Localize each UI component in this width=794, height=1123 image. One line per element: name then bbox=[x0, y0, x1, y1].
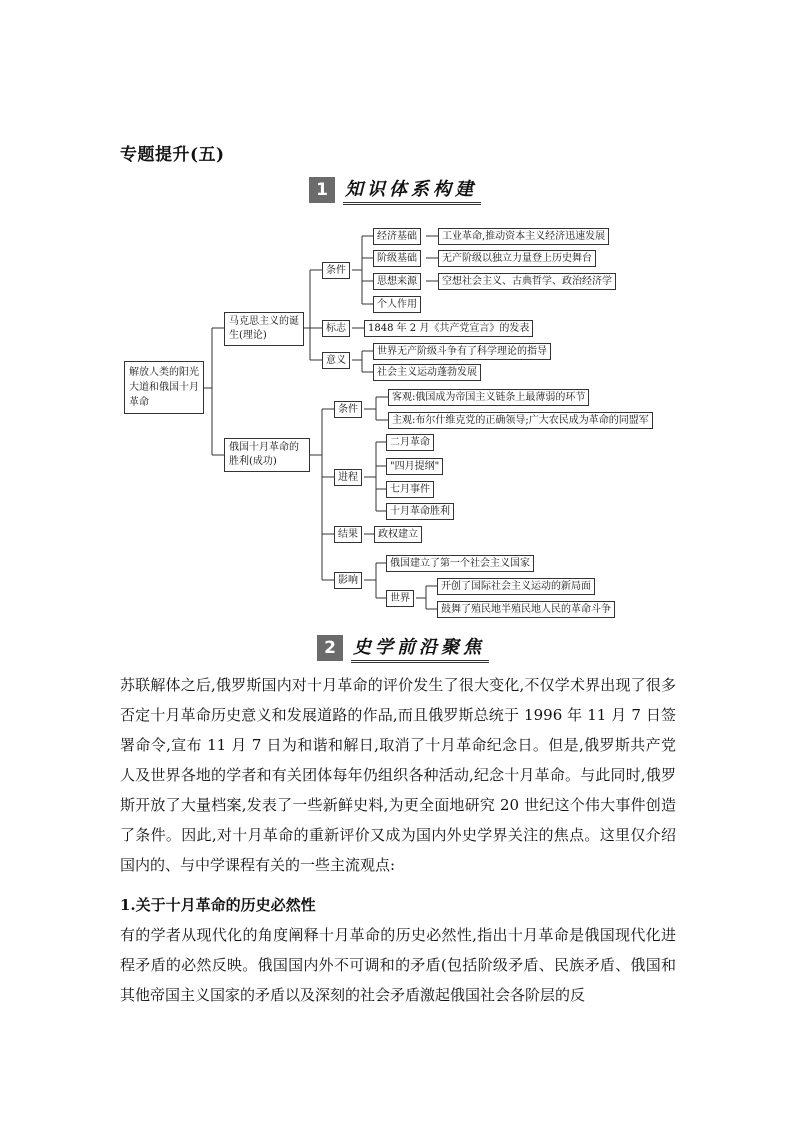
section-number: 2 bbox=[317, 635, 343, 661]
mindmap-leaf: 客观:俄国成为帝国主义链条上最薄弱的环节 bbox=[388, 389, 589, 406]
mindmap-node-thought-source: 思想来源 bbox=[373, 273, 421, 290]
mindmap-node-symbol: 标志 bbox=[322, 320, 350, 337]
mindmap-node-influence: 影响 bbox=[334, 572, 362, 589]
mindmap-leaf: 主观:布尔什维克党的正确领导;广大农民成为革命的同盟军 bbox=[388, 412, 653, 429]
mindmap-node-significance: 意义 bbox=[322, 352, 350, 369]
mindmap-node-personal-role: 个人作用 bbox=[373, 296, 421, 313]
section-title: 知识体系构建 bbox=[343, 175, 481, 205]
mindmap-leaf: 政权建立 bbox=[374, 526, 422, 543]
mindmap-leaf: 七月事件 bbox=[386, 481, 434, 498]
mindmap-leaf: 世界无产阶级斗争有了科学理论的指导 bbox=[373, 343, 551, 360]
subheading: 1.关于十月革命的历史必然性 bbox=[120, 896, 316, 914]
mindmap-root: 解放人类的阳光大道和俄国十月革命 bbox=[124, 361, 204, 414]
mindmap-leaf: "四月提纲" bbox=[386, 458, 443, 475]
mindmap-leaf: 二月革命 bbox=[386, 434, 434, 451]
mindmap-node-marxism: 马克思主义的诞生(理论) bbox=[224, 312, 304, 346]
mindmap-node-conditions: 条件 bbox=[322, 262, 350, 279]
mindmap-node-world: 世界 bbox=[386, 590, 414, 607]
mindmap-node-october-revolution: 俄国十月革命的胜利(成功) bbox=[224, 438, 310, 472]
mindmap-node-economic-basis: 经济基础 bbox=[373, 228, 421, 245]
mindmap-leaf: 1848 年 2 月《共产党宣言》的发表 bbox=[364, 320, 533, 337]
page-title: 专题提升(五) bbox=[120, 145, 225, 165]
section-number: 1 bbox=[309, 177, 335, 203]
mindmap-node-r-conditions: 条件 bbox=[334, 401, 362, 418]
mindmap-leaf: 社会主义运动蓬勃发展 bbox=[373, 364, 481, 381]
body-paragraph: 苏联解体之后,俄罗斯国内对十月革命的评价发生了很大变化,不仅学术界出现了很多否定十月革命历史意义和发展道路的作品,而且俄罗斯总统于 1996 年 11 月 7 日签署命令,宣布 11 月 7 日为和谐和解日,取消了十月革命纪念日。但是,俄罗斯共产党人及世界各地的学者和有关团体每年仍组织各种活动,纪念十月革命。与此同时,俄罗斯开放了大量档案,发表了一些新鲜史料,为更全面地研究 20 世纪这个伟大事件创造了条件。因此,对十月革命的重新评价又成为国内外史学界关注的焦点。这里仅介绍国内的、与中学课程有关的一些主流观点: bbox=[120, 676, 676, 874]
mindmap-node-result: 结果 bbox=[334, 526, 362, 543]
mindmap-leaf: 开创了国际社会主义运动的新局面 bbox=[437, 578, 595, 595]
mindmap-leaf: 工业革命,推动资本主义经济迅速发展 bbox=[438, 228, 609, 245]
section-title: 史学前沿聚焦 bbox=[351, 633, 489, 663]
section-header-frontier bbox=[317, 634, 489, 662]
mindmap-leaf: 鼓舞了殖民地半殖民地人民的革命斗争 bbox=[437, 601, 615, 618]
body-paragraph: 有的学者从现代化的角度阐释十月革命的历史必然性,指出十月革命是俄国现代化进程矛盾的必然反映。俄国国内外不可调和的矛盾(包括阶级矛盾、民族矛盾、俄国和其他帝国主义国家的矛盾以及深刻的社会矛盾激起俄国社会各阶层的反 bbox=[120, 926, 676, 1004]
mindmap-node-process: 进程 bbox=[334, 469, 362, 486]
mindmap-leaf: 俄国建立了第一个社会主义国家 bbox=[386, 555, 534, 572]
mindmap-leaf: 无产阶级以独立力量登上历史舞台 bbox=[438, 250, 596, 267]
mindmap-leaf: 十月革命胜利 bbox=[386, 503, 454, 520]
mindmap-leaf: 空想社会主义、古典哲学、政治经济学 bbox=[438, 273, 616, 290]
mindmap-node-class-basis: 阶级基础 bbox=[373, 250, 421, 267]
